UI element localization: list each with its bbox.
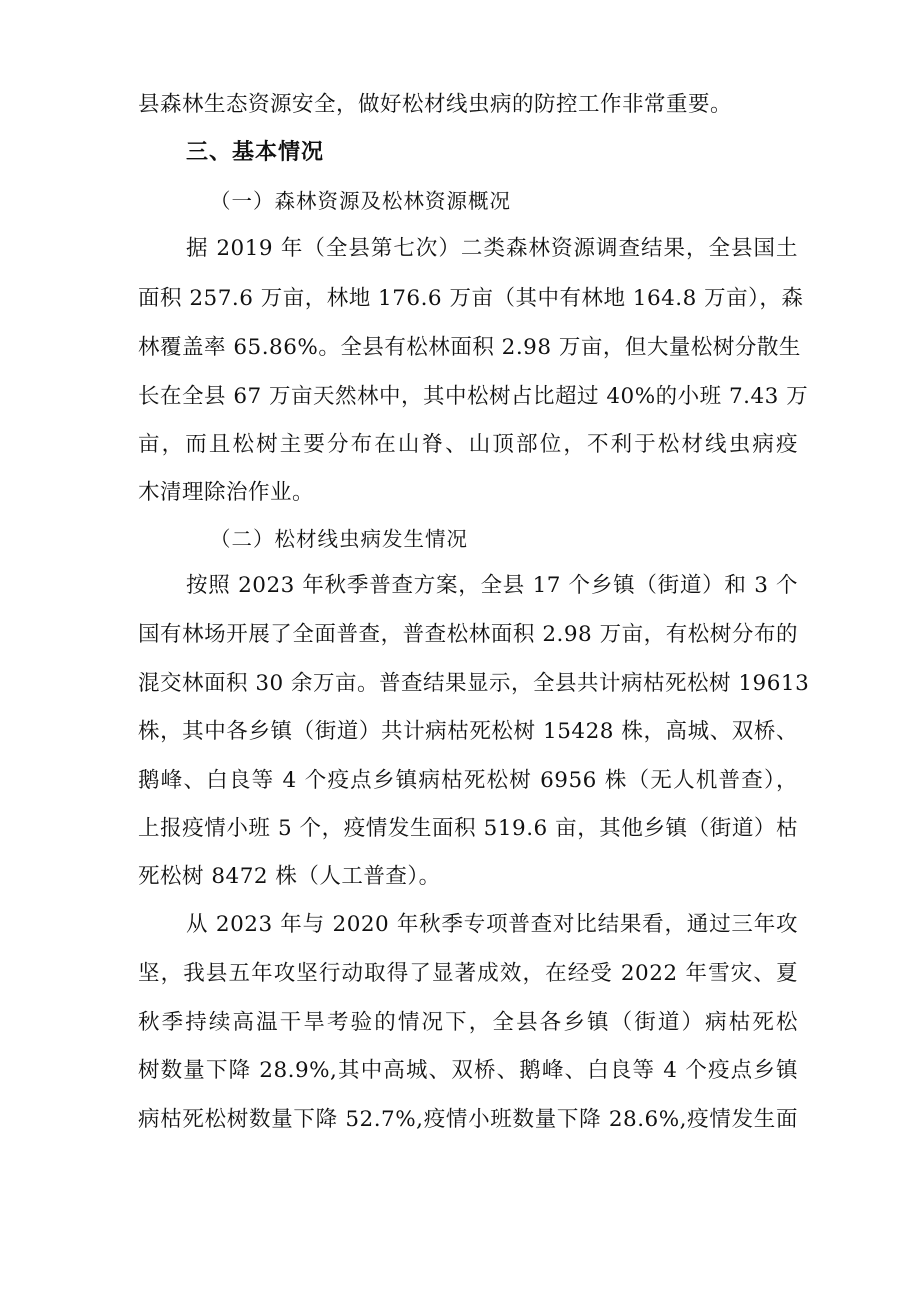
intro-tail-line: 县森林生态资源安全，做好松材线虫病的防控工作非常重要。 — [138, 92, 733, 117]
para2-line-6: 上报疫情小班 5 个，疫情发生面积 519.6 亩，其他乡镇（街道）枯 — [138, 816, 798, 841]
para2-line-2: 国有林场开展了全面普查，普查松林面积 2.98 万亩，有松树分布的 — [138, 622, 798, 647]
para1-line-5: 亩，而且松树主要分布在山脊、山顶部位，不利于松材线虫病疫 — [138, 432, 798, 457]
para1-line-2: 面积 257.6 万亩，林地 176.6 万亩（其中有林地 164.8 万亩），森 — [138, 286, 804, 311]
section-heading: 三、基本情况 — [186, 140, 325, 165]
para1-line-1: 据 2019 年（全县第七次）二类森林资源调查结果，全县国土 — [186, 236, 798, 261]
sub1-heading: （一）森林资源及松林资源概况 — [210, 189, 511, 213]
para2-line-4: 株，其中各乡镇（街道）共计病枯死松树 15428 株，高城、双桥、 — [138, 719, 798, 744]
para1-line-4: 长在全县 67 万亩天然林中，其中松树占比超过 40%的小班 7.43 万 — [138, 384, 809, 409]
para3-line-5: 病枯死松树数量下降 52.7%,疫情小班数量下降 28.6%,疫情发生面 — [138, 1107, 798, 1132]
para2-line-7: 死松树 8472 株（人工普查）。 — [138, 864, 441, 889]
sub2-heading: （二）松材线虫病发生情况 — [210, 527, 468, 551]
para3-line-2: 坚，我县五年攻坚行动取得了显著成效，在经受 2022 年雪灾、夏 — [138, 961, 798, 986]
para3-line-1: 从 2023 年与 2020 年秋季专项普查对比结果看，通过三年攻 — [186, 912, 798, 937]
para2-line-5: 鹅峰、白良等 4 个疫点乡镇病枯死松树 6956 株（无人机普查）， — [138, 768, 798, 793]
para3-line-3: 秋季持续高温干旱考验的情况下，全县各乡镇（街道）病枯死松 — [138, 1010, 798, 1035]
para3-line-4: 树数量下降 28.9%,其中高城、双桥、鹅峰、白良等 4 个疫点乡镇 — [138, 1058, 798, 1083]
para1-line-3: 林覆盖率 65.86%。全县有松林面积 2.98 万亩，但大量松树分散生 — [138, 335, 801, 360]
para2-line-3: 混交林面积 30 余万亩。普查结果显示，全县共计病枯死松树 19613 — [138, 671, 810, 696]
para1-line-6: 木清理除治作业。 — [138, 480, 315, 505]
para2-line-1: 按照 2023 年秋季普查方案，全县 17 个乡镇（街道）和 3 个 — [186, 573, 798, 598]
